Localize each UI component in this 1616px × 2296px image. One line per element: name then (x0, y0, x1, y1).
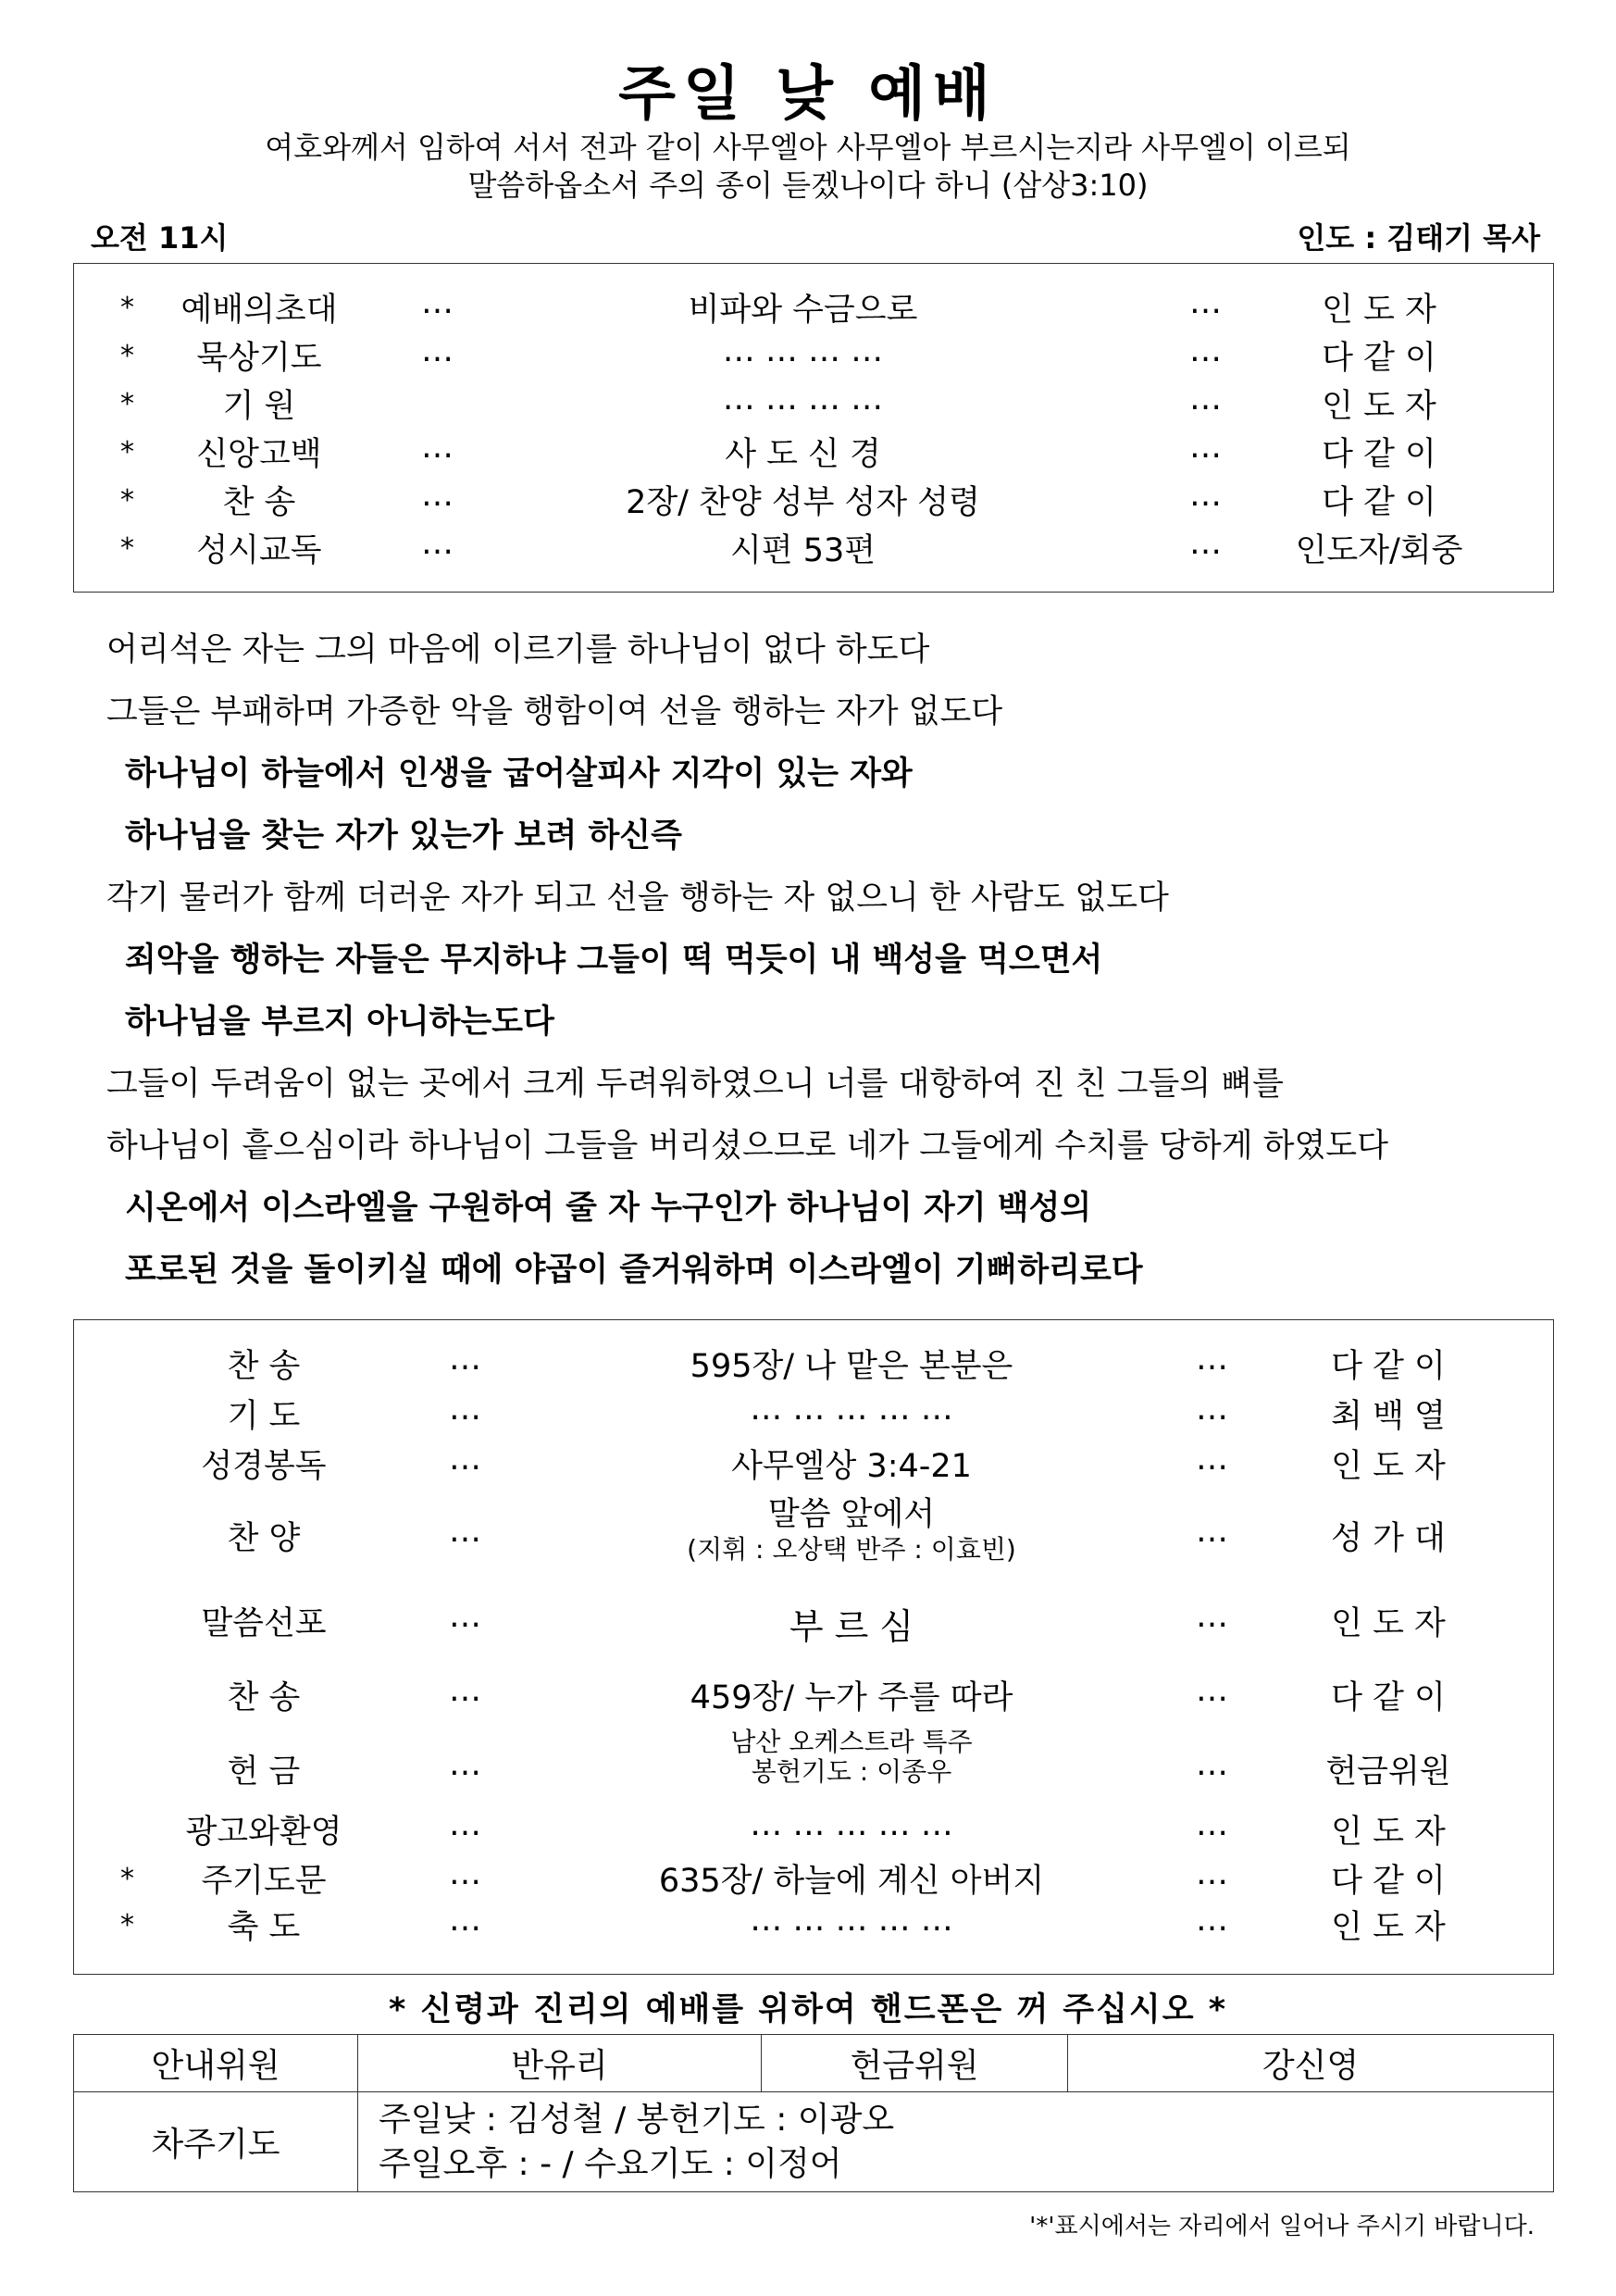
order-item-name: 신앙고백 (196, 436, 322, 473)
phone-notice: * 신령과 진리의 예배를 위하여 핸드폰은 꺼 주십시오 * (388, 1991, 1228, 2028)
order-item-name: 헌 금 (227, 1753, 301, 1791)
verse-line-2: 말씀하옵소서 주의 종이 듣겠나이다 하니 (삼상3:10) (467, 168, 1149, 203)
offering-value: 강신영 (1068, 2035, 1554, 2092)
anthem-title: 말씀 앞에서 (767, 1496, 936, 1533)
order-row (74, 1489, 1553, 1563)
order-item-name: 성시교독 (196, 532, 322, 569)
leader-dots: … (1189, 284, 1222, 321)
leader-dots: … (449, 1806, 481, 1843)
leader-dots: … (1196, 1441, 1228, 1478)
order-item-person: 인 도 자 (1331, 1448, 1446, 1485)
leader-dots: … (421, 525, 454, 562)
order-box-1 (73, 263, 1554, 593)
leader-dots: … (1196, 1341, 1228, 1378)
order-row (74, 1341, 1553, 1389)
page-title: 주일 낮 예배 (618, 60, 998, 129)
leader-dots: … (1189, 525, 1222, 562)
order-item-person: 인 도 자 (1331, 1909, 1446, 1946)
psalm-line: 죄악을 행하는 자들은 무지하냐 그들이 떡 먹듯이 내 백성을 먹으면서 (125, 942, 1103, 979)
order-row (74, 1806, 1553, 1854)
order-row (74, 332, 1553, 381)
order-item-name: 축 도 (227, 1909, 301, 1946)
order-item-person: 다 같 이 (1322, 484, 1436, 521)
order-item-person: 성 가 대 (1331, 1520, 1446, 1557)
psalm-line: 포로된 것을 돌이키실 때에 야곱이 즐거워하며 이스라엘이 기뻐하리로다 (125, 1252, 1143, 1289)
leader-dots: … (1196, 1806, 1228, 1843)
order-item-person: 다 같 이 (1322, 340, 1436, 377)
anthem-credits: (지휘 : 오상택 반주 : 이효빈) (687, 1534, 1016, 1565)
order-item-name: 찬 송 (227, 1679, 301, 1716)
sermon-title: 부 르 심 (789, 1606, 914, 1647)
order-item-name: 예배의초대 (180, 292, 338, 329)
special-music: 남산 오케스트라 특주 (730, 1727, 973, 1757)
order-row (74, 525, 1553, 573)
order-item-name: 성경봉독 (201, 1448, 327, 1485)
order-item-person: 인 도 자 (1322, 292, 1436, 329)
order-box-2 (73, 1319, 1554, 1975)
leader-dots: … (1189, 477, 1222, 514)
psalm-line: 각기 물러가 함께 더러운 자가 되고 선을 행하는 자 없으니 한 사람도 없도다 (106, 880, 1169, 917)
next-prayer-cell (358, 2092, 1554, 2192)
order-item-person: 인 도 자 (1322, 388, 1436, 425)
verse-line-1: 여호와께서 임하여 서서 전과 같이 사무엘아 사무엘아 부르시는지라 사무엘이 이르되 (265, 130, 1351, 165)
order-row (74, 1902, 1553, 1950)
leader-dots: … (449, 1513, 481, 1550)
leader-dots: … (421, 429, 454, 466)
order-row (74, 1855, 1553, 1903)
footnote: '*'표시에서는 자리에서 일어나 주시기 바랍니다. (1029, 2213, 1535, 2240)
order-item-content (546, 1489, 1157, 1565)
stand-mark: * (120, 1863, 134, 1895)
psalm-line: 시온에서 이스라엘을 구원하여 줄 자 누구인가 하나님이 자기 백성의 (125, 1190, 1092, 1227)
order-item-name: 찬 양 (227, 1520, 301, 1557)
order-item-person: 인 도 자 (1331, 1605, 1446, 1642)
order-item-person: 다 같 이 (1322, 436, 1436, 473)
order-row (74, 1672, 1553, 1720)
usher-label: 안내위원 (74, 2035, 358, 2092)
stand-mark: * (120, 340, 134, 372)
leader-dots: … (1196, 1746, 1228, 1783)
psalm-line: 하나님을 찾는 자가 있는가 보려 하신즉 (125, 817, 682, 855)
order-row (74, 284, 1553, 332)
order-item-content: 사 도 신 경 (725, 436, 881, 473)
order-row (74, 1598, 1553, 1646)
leader-dots: … (421, 284, 454, 321)
order-item-content: 2장/ 찬양 성부 성자 성령 (626, 484, 980, 521)
order-row (74, 1391, 1553, 1439)
leader-dots: … (449, 1902, 481, 1939)
order-row (74, 477, 1553, 525)
order-row (74, 1728, 1553, 1798)
order-item-content: … … … … … (750, 1902, 953, 1939)
order-item-content: … … … … … (750, 1391, 953, 1428)
order-item-name: 주기도문 (201, 1863, 327, 1900)
leader-dots: … (449, 1391, 481, 1428)
order-item-person: 다 같 이 (1331, 1348, 1446, 1385)
psalm-line: 하나님이 흩으심이라 하나님이 그들을 버리셨으므로 네가 그들에게 수치를 당하게 하였도다 (106, 1128, 1388, 1165)
stand-mark: * (120, 388, 134, 420)
leader-dots: … (1189, 381, 1222, 418)
leader-dots: … (1189, 332, 1222, 369)
order-item-name: 찬 송 (227, 1348, 301, 1385)
order-item-name: 묵상기도 (196, 340, 322, 377)
offering-prayer: 봉헌기도 : 이종우 (751, 1756, 952, 1787)
leader-dots: … (1196, 1855, 1228, 1892)
psalm-line: 그들이 두려움이 없는 곳에서 크게 두려워하였으니 너를 대항하여 진 친 그들의 뼈를 (106, 1066, 1284, 1103)
order-item-person: 다 같 이 (1331, 1679, 1446, 1716)
leader-dots: … (1189, 429, 1222, 466)
order-item-name: 말씀선포 (201, 1605, 327, 1642)
stand-mark: * (120, 292, 134, 324)
order-item-name: 기 도 (227, 1398, 301, 1435)
offering-label: 헌금위원 (762, 2035, 1068, 2092)
order-item-content: 비파와 수금으로 (688, 292, 918, 329)
order-item-person: 최 백 열 (1331, 1398, 1446, 1435)
leader-dots: … (449, 1855, 481, 1892)
order-item-name: 기 원 (222, 388, 296, 425)
stand-mark: * (120, 436, 134, 468)
order-row (74, 381, 1553, 429)
stand-mark: * (120, 1909, 134, 1941)
order-row (74, 1441, 1553, 1489)
next-prayer-label: 차주기도 (74, 2092, 358, 2192)
leader-dots: … (449, 1598, 481, 1635)
leader-dots: … (1196, 1672, 1228, 1709)
service-time: 오전 11시 (91, 220, 229, 256)
order-item-content: … … … … … (750, 1806, 953, 1843)
service-leader: 인도 : 김태기 목사 (1297, 220, 1540, 256)
leader-dots: … (1196, 1902, 1228, 1939)
order-item-name: 광고와환영 (185, 1814, 342, 1851)
psalm-line: 하나님이 하늘에서 인생을 굽어살피사 지각이 있는 자와 (125, 755, 913, 792)
order-item-person: 인 도 자 (1331, 1814, 1446, 1851)
stand-mark: * (120, 532, 134, 565)
order-item-content: 시편 53편 (729, 532, 876, 569)
order-item-person: 인도자/회중 (1295, 532, 1463, 569)
leader-dots: … (449, 1746, 481, 1783)
order-item-content: 459장/ 누가 주를 따라 (690, 1679, 1013, 1716)
order-item-content (546, 1728, 1157, 1787)
leader-dots: … (1196, 1391, 1228, 1428)
order-item-content: … … … … (722, 332, 884, 369)
leader-dots: … (421, 332, 454, 369)
order-item-content: 635장/ 하늘에 계신 아버지 (658, 1863, 1045, 1900)
next-prayer-line-1: 주일낮 : 김성철 / 봉헌기도 : 이광오 (379, 2100, 895, 2139)
order-item-content: … … … … (722, 381, 884, 418)
psalm-line: 그들은 부패하며 가증한 악을 행함이여 선을 행하는 자가 없도다 (106, 693, 1003, 730)
info-table (73, 2034, 1554, 2192)
leader-dots: … (449, 1441, 481, 1478)
leader-dots: … (421, 477, 454, 514)
leader-dots: … (1196, 1598, 1228, 1635)
order-row (74, 429, 1553, 477)
next-prayer-line-2: 주일오후 : - / 수요기도 : 이정어 (379, 2144, 842, 2183)
psalm-line: 하나님을 부르지 아니하는도다 (125, 1004, 554, 1041)
stand-mark: * (120, 484, 134, 517)
psalm-line: 어리석은 자는 그의 마음에 이르기를 하나님이 없다 하도다 (106, 631, 930, 668)
leader-dots: … (1196, 1513, 1228, 1550)
leader-dots: … (449, 1341, 481, 1378)
order-item-content: 595장/ 나 맡은 본분은 (690, 1348, 1013, 1385)
leader-dots: … (449, 1672, 481, 1709)
order-item-name: 찬 송 (222, 484, 296, 521)
order-item-content: 사무엘상 3:4-21 (731, 1448, 972, 1485)
order-item-person: 다 같 이 (1331, 1863, 1446, 1900)
usher-value: 반유리 (358, 2035, 762, 2092)
order-item-person: 헌금위원 (1325, 1753, 1451, 1791)
